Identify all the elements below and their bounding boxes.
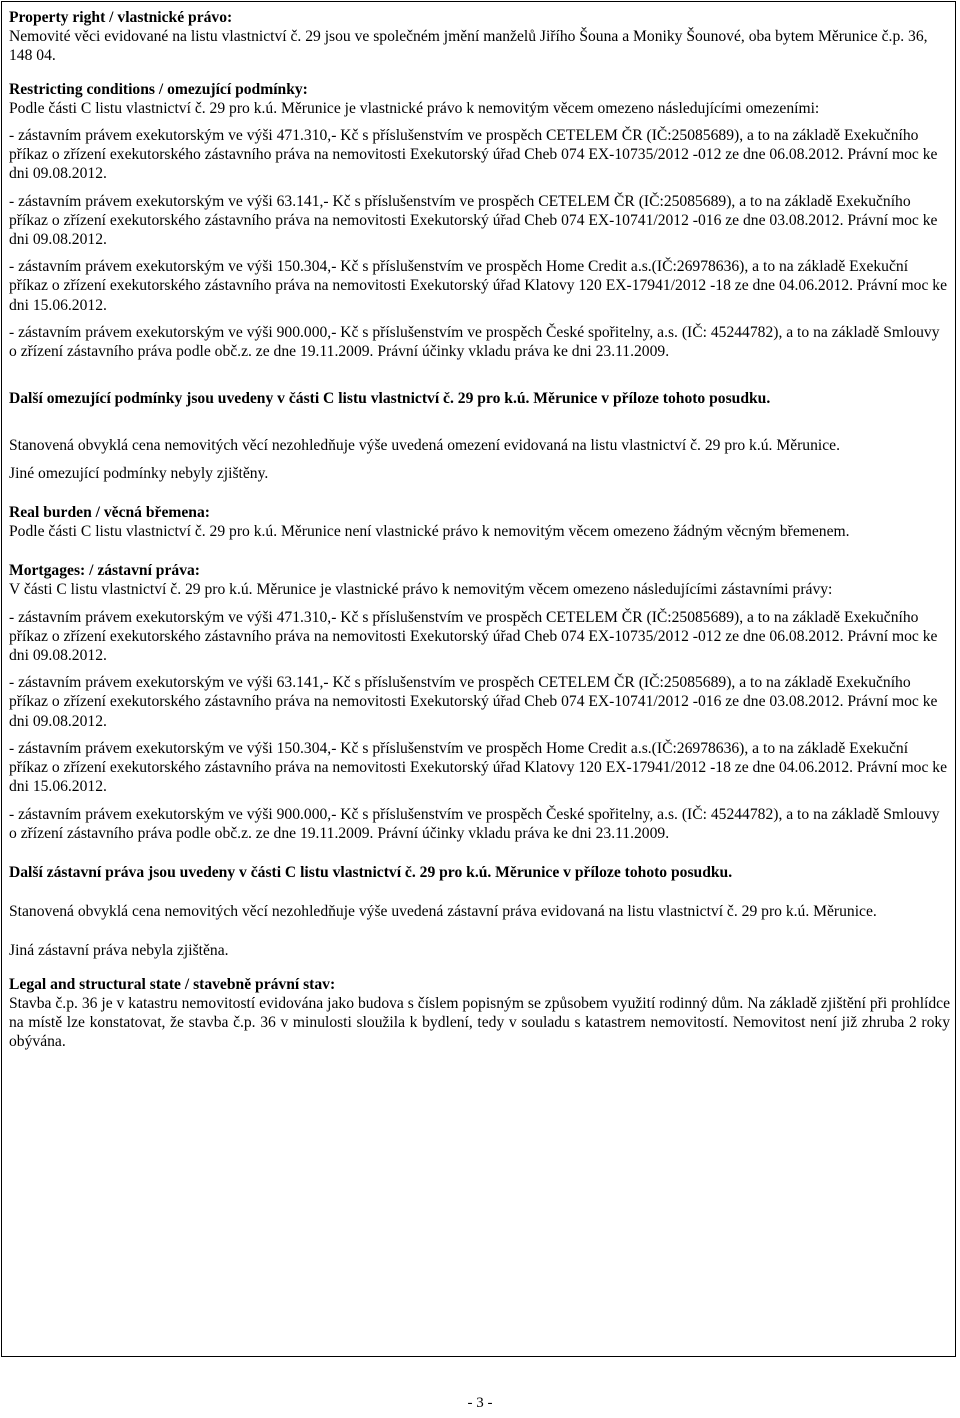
restricting-heading: Restricting conditions / omezující podmínky: [9, 80, 308, 98]
mortgage-item: - zástavním právem exekutorským ve výši 63.141,- Kč s příslušenstvím ve prospěch CETELEM ČR (IČ:25085689), a to na základě Exekučního příkaz o zřízení exekutorského zástavního práva na nemovitosti Exekutorský úřad Cheb 074 EX-10741/2012 -016 ze dne 03.08.2012. Právní moc ke dni 09.08.2012. [9, 674, 938, 730]
restriction-item: - zástavním právem exekutorským ve výši 63.141,- Kč s příslušenstvím ve prospěch CETELEM ČR (IČ:25085689), a to na základě Exekučního příkaz o zřízení exekutorského zástavního práva na nemovitosti Exekutorský úřad Cheb 074 EX-10741/2012 -016 ze dne 03.08.2012. Právní moc ke dni 09.08.2012. [9, 192, 938, 249]
mortgages-price-note: Stanovená obvyklá cena nemovitých věcí nezohledňuje výše uvedená zástavní práva evidovaná na listu vlastnictví č. 29 pro k.ú. Měrunice. [9, 903, 877, 921]
document-body [9, 8, 950, 1051]
restricting-further-note: Další omezující podmínky jsou uvedeny v části C listu vlastnictví č. 29 pro k.ú. Měrunice v příloze tohoto posudku. [9, 390, 771, 408]
mortgage-item: - zástavním právem exekutorským ve výši 471.310,- Kč s příslušenstvím ve prospěch CETELEM ČR (IČ:25085689), a to na základě Exekučního příkaz o zřízení exekutorského zástavního práva na nemovitosti Exekutorský úřad Cheb 074 EX-10735/2012 -012 ze dne 06.08.2012. Právní moc ke dni 09.08.2012. [9, 608, 938, 665]
restriction-item: - zástavním právem exekutorským ve výši 900.000,- Kč s příslušenstvím ve prospěch České spořitelny, a.s. (IČ: 45244782), a to na základě Smlouvy o zřízení zástavního práva podle obč.z. ze dne 19.11.2009. Právní účinky vkladu práva ke dni 23.11.2009. [9, 323, 940, 361]
restricting-price-note: Stanovená obvyklá cena nemovitých věcí nezohledňuje výše uvedená omezení evidovaná na listu vlastnictví č. 29 pro k.ú. Měrunice. [9, 437, 840, 455]
restricting-intro: Podle části C listu vlastnictví č. 29 pro k.ú. Měrunice je vlastnické právo k nemovitým věcem omezeno následujícími omezeními: [9, 99, 820, 117]
mortgage-item: - zástavním právem exekutorským ve výši 150.304,- Kč s příslušenstvím ve prospěch Home Credit a.s.(IČ:26978636), a to na základě Exekuční příkaz o zřízení exekutorského zástavního práva na nemovitosti Exekutorský úřad Klatovy 120 EX-17941/2012 -18 ze dne 04.06.2012. Právní moc ke dni 15.06.2012. [9, 739, 947, 796]
restricting-none-found: Jiné omezující podmínky nebyly zjištěny. [9, 464, 269, 482]
restriction-item: - zástavním právem exekutorským ve výši 471.310,- Kč s příslušenstvím ve prospěch CETELEM ČR (IČ:25085689), a to na základě Exekučního příkaz o zřízení exekutorského zástavního práva na nemovitosti Exekutorský úřad Cheb 074 EX-10735/2012 -012 ze dne 06.08.2012. Právní moc ke dni 09.08.2012. [9, 127, 938, 183]
real-burden-heading: Real burden / věcná břemena: [9, 503, 210, 521]
property-right-heading: Property right / vlastnické právo: [9, 9, 233, 26]
page-number: - 3 - [467, 1395, 493, 1411]
legal-state-text: Stavba č.p. 36 je v katastru nemovitostí evidována jako budova s číslem popisným se způsobem využití rodinný dům. Na základě zjištění při prohlídce na místě lze konstatovat, že stavba č.p. 36 v minulosti sloužila k bydlení, tedy v souladu s katastrem nemovitostí. Nemovitost není již zhruba 2 roky obývána. [9, 994, 950, 1051]
mortgages-none-found: Jiná zástavní práva nebyla zjištěna. [9, 942, 229, 960]
mortgages-heading: Mortgages: / zástavní práva: [9, 562, 200, 580]
restriction-item: - zástavním právem exekutorským ve výši 150.304,- Kč s příslušenstvím ve prospěch Home Credit a.s.(IČ:26978636), a to na základě Exekuční příkaz o zřízení exekutorského zástavního práva na nemovitosti Exekutorský úřad Klatovy 120 EX-17941/2012 -18 ze dne 04.06.2012. Právní moc ke dni 15.06.2012. [9, 258, 947, 314]
legal-state-heading: Legal and structural state / stavebně právní stav: [9, 975, 336, 993]
real-burden-text: Podle části C listu vlastnictví č. 29 pro k.ú. Měrunice není vlastnické právo k nemovitým věcem omezeno žádným věcným břemenem. [9, 523, 850, 541]
mortgage-item: - zástavním právem exekutorským ve výši 900.000,- Kč s příslušenstvím ve prospěch České spořitelny, a.s. (IČ: 45244782), a to na základě Smlouvy o zřízení zástavního práva podle obč.z. ze dne 19.11.2009. Právní účinky vkladu práva ke dni 23.11.2009. [9, 805, 940, 842]
mortgages-intro: V části C listu vlastnictví č. 29 pro k.ú. Měrunice je vlastnické právo k nemovitým věcem omezeno následujícími zástavními právy: [9, 581, 833, 599]
property-right-text: Nemovité věci evidované na listu vlastnictví č. 29 jsou ve společném jmění manželů Jiřího Šouna a Moniky Šounové, oba bytem Měrunice č.p. 36, 148 04. [9, 28, 928, 65]
mortgages-further-note: Další zástavní práva jsou uvedeny v části C listu vlastnictví č. 29 pro k.ú. Měrunice v příloze tohoto posudku. [9, 863, 733, 881]
